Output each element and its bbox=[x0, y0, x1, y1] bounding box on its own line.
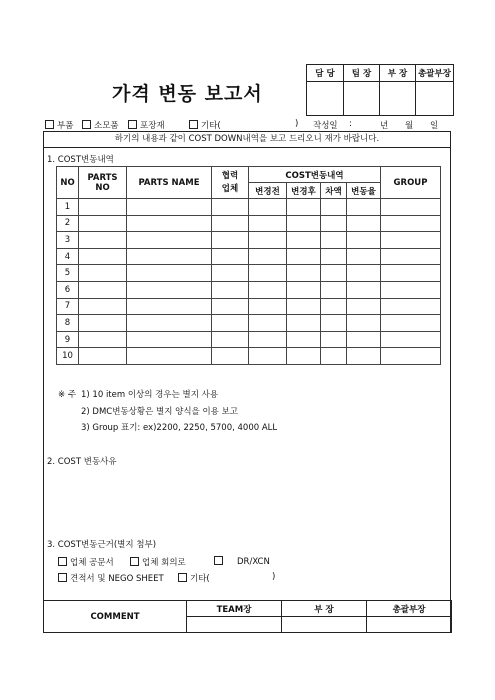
approval-header-teamjang: 팀 장 bbox=[344, 65, 380, 82]
rate-cell[interactable] bbox=[347, 199, 381, 216]
cost-change-table bbox=[56, 166, 441, 365]
row-number: 5 bbox=[57, 265, 79, 282]
checkbox-icon[interactable] bbox=[45, 120, 54, 129]
signoff-sign-cell[interactable] bbox=[367, 617, 452, 633]
col-group: GROUP bbox=[381, 167, 441, 199]
group-cell[interactable] bbox=[381, 215, 441, 232]
basis-dr-xcn[interactable]: DR/XCN bbox=[214, 556, 270, 567]
before-cell[interactable] bbox=[249, 199, 287, 216]
row-number: 1 bbox=[57, 199, 79, 216]
diff-cell[interactable] bbox=[321, 232, 347, 249]
note-3: 3) Group 표기: ex)2200, 2250, 5700, 4000 ALL bbox=[81, 423, 278, 433]
date-sep: : bbox=[349, 119, 352, 129]
after-cell[interactable] bbox=[287, 298, 321, 315]
table-row bbox=[57, 348, 441, 365]
col-parts-no: PARTS NO bbox=[79, 167, 127, 199]
signoff-sign-cell[interactable] bbox=[187, 617, 282, 633]
after-cell[interactable] bbox=[287, 281, 321, 298]
parts-name-cell[interactable] bbox=[127, 348, 212, 365]
basis-vendor-meeting[interactable]: 업체 회의로 bbox=[130, 556, 186, 568]
vendor-cell[interactable] bbox=[212, 248, 249, 265]
group-cell[interactable] bbox=[381, 298, 441, 315]
approval-sign-cell[interactable] bbox=[380, 82, 416, 116]
parts-name-cell[interactable] bbox=[127, 215, 212, 232]
before-cell[interactable] bbox=[249, 298, 287, 315]
checkbox-icon[interactable] bbox=[178, 573, 187, 582]
col-no: NO bbox=[57, 167, 79, 199]
approval-sign-cell[interactable] bbox=[344, 82, 380, 116]
rate-cell[interactable] bbox=[347, 298, 381, 315]
date-day: 일 bbox=[430, 121, 439, 131]
date-month: 월 bbox=[405, 121, 414, 131]
parts-no-cell[interactable] bbox=[79, 315, 127, 332]
row-number: 4 bbox=[57, 248, 79, 265]
before-cell[interactable] bbox=[249, 265, 287, 282]
col-parts-name: PARTS NAME bbox=[127, 167, 212, 199]
row-number: 7 bbox=[57, 298, 79, 315]
approval-header-chonggwal: 총괄부장 bbox=[416, 65, 454, 82]
after-cell[interactable] bbox=[287, 199, 321, 216]
col-rate: 변동율 bbox=[347, 183, 381, 199]
basis-other[interactable]: 기타( bbox=[178, 572, 210, 584]
date-label: 작성일 bbox=[313, 121, 338, 131]
vendor-cell[interactable] bbox=[212, 348, 249, 365]
group-cell[interactable] bbox=[381, 331, 441, 348]
parts-name-cell[interactable] bbox=[127, 331, 212, 348]
parts-no-cell[interactable] bbox=[79, 265, 127, 282]
before-cell[interactable] bbox=[249, 348, 287, 365]
col-before: 변경전 bbox=[249, 183, 287, 199]
basis-quote-nego[interactable]: 견적서 및 NEGO SHEET bbox=[58, 572, 164, 584]
row-number: 6 bbox=[57, 281, 79, 298]
signoff-header-chonggwal: 총괄부장 bbox=[367, 601, 452, 617]
vendor-cell[interactable] bbox=[212, 265, 249, 282]
before-cell[interactable] bbox=[249, 232, 287, 249]
approval-sign-cell[interactable] bbox=[416, 82, 454, 116]
col-diff: 차액 bbox=[321, 183, 347, 199]
diff-cell[interactable] bbox=[321, 348, 347, 365]
diff-cell[interactable] bbox=[321, 315, 347, 332]
group-cell[interactable] bbox=[381, 348, 441, 365]
vendor-cell[interactable] bbox=[212, 215, 249, 232]
after-cell[interactable] bbox=[287, 232, 321, 249]
parts-no-cell[interactable] bbox=[79, 248, 127, 265]
signoff-sign-cell[interactable] bbox=[282, 617, 367, 633]
approval-sign-cell[interactable] bbox=[307, 82, 344, 116]
table-row bbox=[57, 331, 441, 348]
vendor-cell[interactable] bbox=[212, 331, 249, 348]
row-number: 8 bbox=[57, 315, 79, 332]
row-number: 10 bbox=[57, 348, 79, 365]
group-cell[interactable] bbox=[381, 232, 441, 249]
group-cell[interactable] bbox=[381, 248, 441, 265]
signoff-header-team: TEAM장 bbox=[187, 601, 282, 617]
parts-no-cell[interactable] bbox=[79, 331, 127, 348]
after-cell[interactable] bbox=[287, 315, 321, 332]
category-packaging[interactable]: 포장재 bbox=[128, 119, 165, 131]
parts-no-cell[interactable] bbox=[79, 348, 127, 365]
section1-heading: 1. COST변동내역 bbox=[47, 155, 114, 165]
checkbox-icon[interactable] bbox=[58, 557, 67, 566]
checkbox-icon[interactable] bbox=[214, 556, 223, 565]
rate-cell[interactable] bbox=[347, 331, 381, 348]
rate-cell[interactable] bbox=[347, 348, 381, 365]
group-cell[interactable] bbox=[381, 315, 441, 332]
checkbox-icon[interactable] bbox=[82, 120, 91, 129]
row-number: 9 bbox=[57, 331, 79, 348]
page-title: 가격 변동 보고서 bbox=[112, 83, 263, 105]
col-cost-group: COST변동내역 bbox=[249, 167, 381, 183]
parts-name-cell[interactable] bbox=[127, 281, 212, 298]
after-cell[interactable] bbox=[287, 215, 321, 232]
after-cell[interactable] bbox=[287, 331, 321, 348]
table-row bbox=[57, 248, 441, 265]
category-other-close: ) bbox=[295, 119, 299, 129]
diff-cell[interactable] bbox=[321, 298, 347, 315]
signoff-table bbox=[43, 600, 452, 633]
parts-no-cell[interactable] bbox=[79, 199, 127, 216]
diff-cell[interactable] bbox=[321, 199, 347, 216]
basis-vendor-doc[interactable]: 업체 공문서 bbox=[58, 556, 114, 568]
parts-no-cell[interactable] bbox=[79, 298, 127, 315]
row-number: 3 bbox=[57, 232, 79, 249]
after-cell[interactable] bbox=[287, 265, 321, 282]
diff-cell[interactable] bbox=[321, 248, 347, 265]
col-vendor: 협력 업체 bbox=[212, 167, 249, 199]
comment-label: COMMENT bbox=[44, 601, 187, 633]
vendor-cell[interactable] bbox=[212, 315, 249, 332]
table-row bbox=[57, 265, 441, 282]
parts-name-cell[interactable] bbox=[127, 199, 212, 216]
parts-name-cell[interactable] bbox=[127, 232, 212, 249]
note-1: 1) 10 item 이상의 경우는 별지 사용 bbox=[81, 390, 219, 400]
parts-name-cell[interactable] bbox=[127, 315, 212, 332]
category-consumables[interactable]: 소모품 bbox=[82, 119, 119, 131]
after-cell[interactable] bbox=[287, 348, 321, 365]
parts-no-cell[interactable] bbox=[79, 281, 127, 298]
signoff-header-bujang: 부 장 bbox=[282, 601, 367, 617]
category-parts[interactable]: 부품 bbox=[45, 119, 73, 131]
category-other[interactable]: 기타( bbox=[189, 119, 221, 131]
rate-cell[interactable] bbox=[347, 215, 381, 232]
row-number: 2 bbox=[57, 215, 79, 232]
diff-cell[interactable] bbox=[321, 331, 347, 348]
rate-cell[interactable] bbox=[347, 265, 381, 282]
notes-mark: ※ 주 bbox=[58, 390, 77, 400]
rate-cell[interactable] bbox=[347, 232, 381, 249]
reason-textarea[interactable] bbox=[47, 470, 447, 530]
before-cell[interactable] bbox=[249, 315, 287, 332]
after-cell[interactable] bbox=[287, 248, 321, 265]
before-cell[interactable] bbox=[249, 331, 287, 348]
group-cell[interactable] bbox=[381, 265, 441, 282]
rate-cell[interactable] bbox=[347, 248, 381, 265]
table-row bbox=[57, 199, 441, 216]
vendor-cell[interactable] bbox=[212, 232, 249, 249]
parts-no-cell[interactable] bbox=[79, 232, 127, 249]
diff-cell[interactable] bbox=[321, 215, 347, 232]
table-row bbox=[57, 298, 441, 315]
before-cell[interactable] bbox=[249, 281, 287, 298]
checkbox-icon[interactable] bbox=[130, 557, 139, 566]
date-year: 년 bbox=[380, 121, 389, 131]
vendor-cell[interactable] bbox=[212, 298, 249, 315]
approval-header-damdang: 담 당 bbox=[307, 65, 344, 82]
rate-cell[interactable] bbox=[347, 315, 381, 332]
section2-heading: 2. COST 변동사유 bbox=[47, 457, 117, 467]
table-row bbox=[57, 281, 441, 298]
before-cell[interactable] bbox=[249, 248, 287, 265]
group-cell[interactable] bbox=[381, 199, 441, 216]
parts-no-cell[interactable] bbox=[79, 215, 127, 232]
vendor-cell[interactable] bbox=[212, 281, 249, 298]
group-cell[interactable] bbox=[381, 281, 441, 298]
table-row bbox=[57, 315, 441, 332]
section3-heading: 3. COST변동근거(별지 첨부) bbox=[47, 540, 157, 550]
note-2: 2) DMC변동상황은 별지 양식을 이용 보고 bbox=[81, 407, 239, 417]
before-cell[interactable] bbox=[249, 215, 287, 232]
intro-text: 하기의 내용과 같이 COST DOWN내역을 보고 드리오니 재가 바랍니다. bbox=[43, 131, 451, 148]
checkbox-icon[interactable] bbox=[128, 120, 137, 129]
col-after: 변경후 bbox=[287, 183, 321, 199]
table-row bbox=[57, 215, 441, 232]
parts-name-cell[interactable] bbox=[127, 298, 212, 315]
approval-box bbox=[306, 64, 454, 116]
diff-cell[interactable] bbox=[321, 265, 347, 282]
checkbox-icon[interactable] bbox=[189, 120, 198, 129]
vendor-cell[interactable] bbox=[212, 199, 249, 216]
diff-cell[interactable] bbox=[321, 281, 347, 298]
table-row bbox=[57, 232, 441, 249]
basis-other-close: ) bbox=[272, 572, 276, 582]
approval-header-bujang: 부 장 bbox=[380, 65, 416, 82]
parts-name-cell[interactable] bbox=[127, 265, 212, 282]
checkbox-icon[interactable] bbox=[58, 573, 67, 582]
rate-cell[interactable] bbox=[347, 281, 381, 298]
parts-name-cell[interactable] bbox=[127, 248, 212, 265]
